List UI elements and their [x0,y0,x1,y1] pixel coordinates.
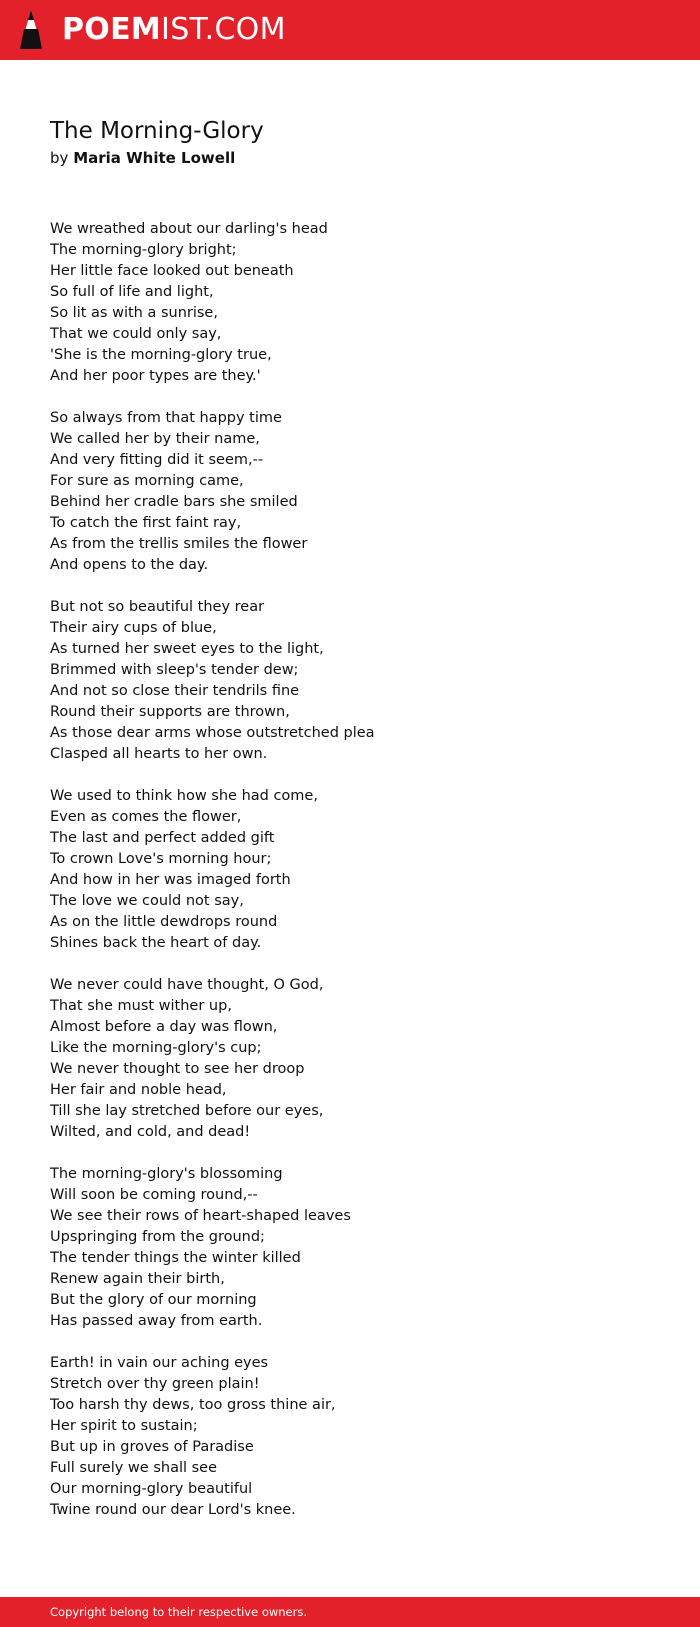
author-name: Maria White Lowell [73,149,236,167]
poem-stanza [50,408,650,576]
poem-line: Almost before a day was flown, [50,1019,278,1035]
poem-title: The Morning-Glory [50,118,264,144]
poem-line: We used to think how she had come, [50,788,318,804]
poem-body [50,219,650,1542]
poem-line: Wilted, and cold, and dead! [50,1124,251,1140]
poem-line: We never thought to see her droop [50,1061,305,1077]
poem-line: Upspringing from the ground; [50,1229,265,1245]
poem-line: Her spirit to sustain; [50,1418,198,1434]
poem-line: Stretch over thy green plain! [50,1376,260,1392]
poem-line: We see their rows of heart-shaped leaves [50,1208,351,1224]
site-logo-text[interactable] [62,12,286,48]
poem-stanza [50,219,650,387]
poem-line: To catch the first faint ray, [50,515,242,531]
poem-line: But up in groves of Paradise [50,1439,254,1455]
poem-line: Their airy cups of blue, [50,620,217,636]
poem-line: Shines back the heart of day. [50,935,262,951]
poem-line: We never could have thought, O God, [50,977,324,993]
poem-line: And opens to the day. [50,557,209,573]
logo-text-bold: POEM [62,12,162,47]
poem-stanza [50,1353,650,1521]
poem-line: But the glory of our morning [50,1292,257,1308]
poem-line: Twine round our dear Lord's knee. [50,1502,296,1518]
poem-line: And her poor types are they.' [50,368,261,384]
poem-line: So lit as with a sunrise, [50,305,218,321]
poem-line: Her fair and noble head, [50,1082,227,1098]
poem-line: Earth! in vain our aching eyes [50,1355,269,1371]
poem-line: As on the little dewdrops round [50,914,278,930]
poem-line: And very fitting did it seem,-- [50,452,264,468]
poem-line: That we could only say, [50,326,222,342]
poem-line: Behind her cradle bars she smiled [50,494,298,510]
poem-line: So always from that happy time [50,410,282,426]
poem-line: Brimmed with sleep's tender dew; [50,662,299,678]
poem-line: But not so beautiful they rear [50,599,265,615]
poem-line: Renew again their birth, [50,1271,225,1287]
poem-line: Full surely we shall see [50,1460,218,1476]
poem-line: Round their supports are thrown, [50,704,290,720]
byline-prefix: by [50,149,69,167]
site-footer [0,1597,700,1627]
poem-line: We called her by their name, [50,431,260,447]
poem-line: That she must wither up, [50,998,232,1014]
poem-line: As from the trellis smiles the flower [50,536,308,552]
poem-line: 'She is the morning-glory true, [50,347,272,363]
poem-line: The last and perfect added gift [50,830,275,846]
poem-line: Clasped all hearts to her own. [50,746,268,762]
poem-line: The morning-glory's blossoming [50,1166,283,1182]
poem-line: Till she lay stretched before our eyes, [50,1103,324,1119]
poem-stanza [50,597,650,765]
poem-line: Even as comes the flower, [50,809,242,825]
poem-line: The tender things the winter killed [50,1250,301,1266]
poem-header [50,115,650,169]
poem-line: For sure as morning came, [50,473,244,489]
poem-line: As turned her sweet eyes to the light, [50,641,324,657]
logo-text-light: IST.COM [161,12,286,47]
poem-byline [50,147,650,169]
poem-stanza [50,786,650,954]
poem-line: The love we could not say, [50,893,244,909]
poem-line: Her little face looked out beneath [50,263,294,279]
poem-line: To crown Love's morning hour; [50,851,272,867]
poem-line: We wreathed about our darling's head [50,221,328,237]
poem-stanza [50,1164,650,1332]
poem-line: And not so close their tendrils fine [50,683,300,699]
poem-line: Too harsh thy dews, too gross thine air, [50,1397,336,1413]
poem-stanza [50,975,650,1143]
poem-line: Like the morning-glory's cup; [50,1040,262,1056]
poem-line: The morning-glory bright; [50,242,237,258]
poem-line: As those dear arms whose outstretched plea [50,725,375,741]
poem-line: So full of life and light, [50,284,214,300]
pencil-logo-icon[interactable] [18,9,44,51]
poem-line: Our morning-glory beautiful [50,1481,253,1497]
poem-line: Has passed away from earth. [50,1313,263,1329]
poem-line: And how in her was imaged forth [50,872,291,888]
poem-line: Will soon be coming round,-- [50,1187,258,1203]
footer-copyright: Copyright belong to their respective owners. [50,1605,308,1619]
site-header [0,0,700,60]
